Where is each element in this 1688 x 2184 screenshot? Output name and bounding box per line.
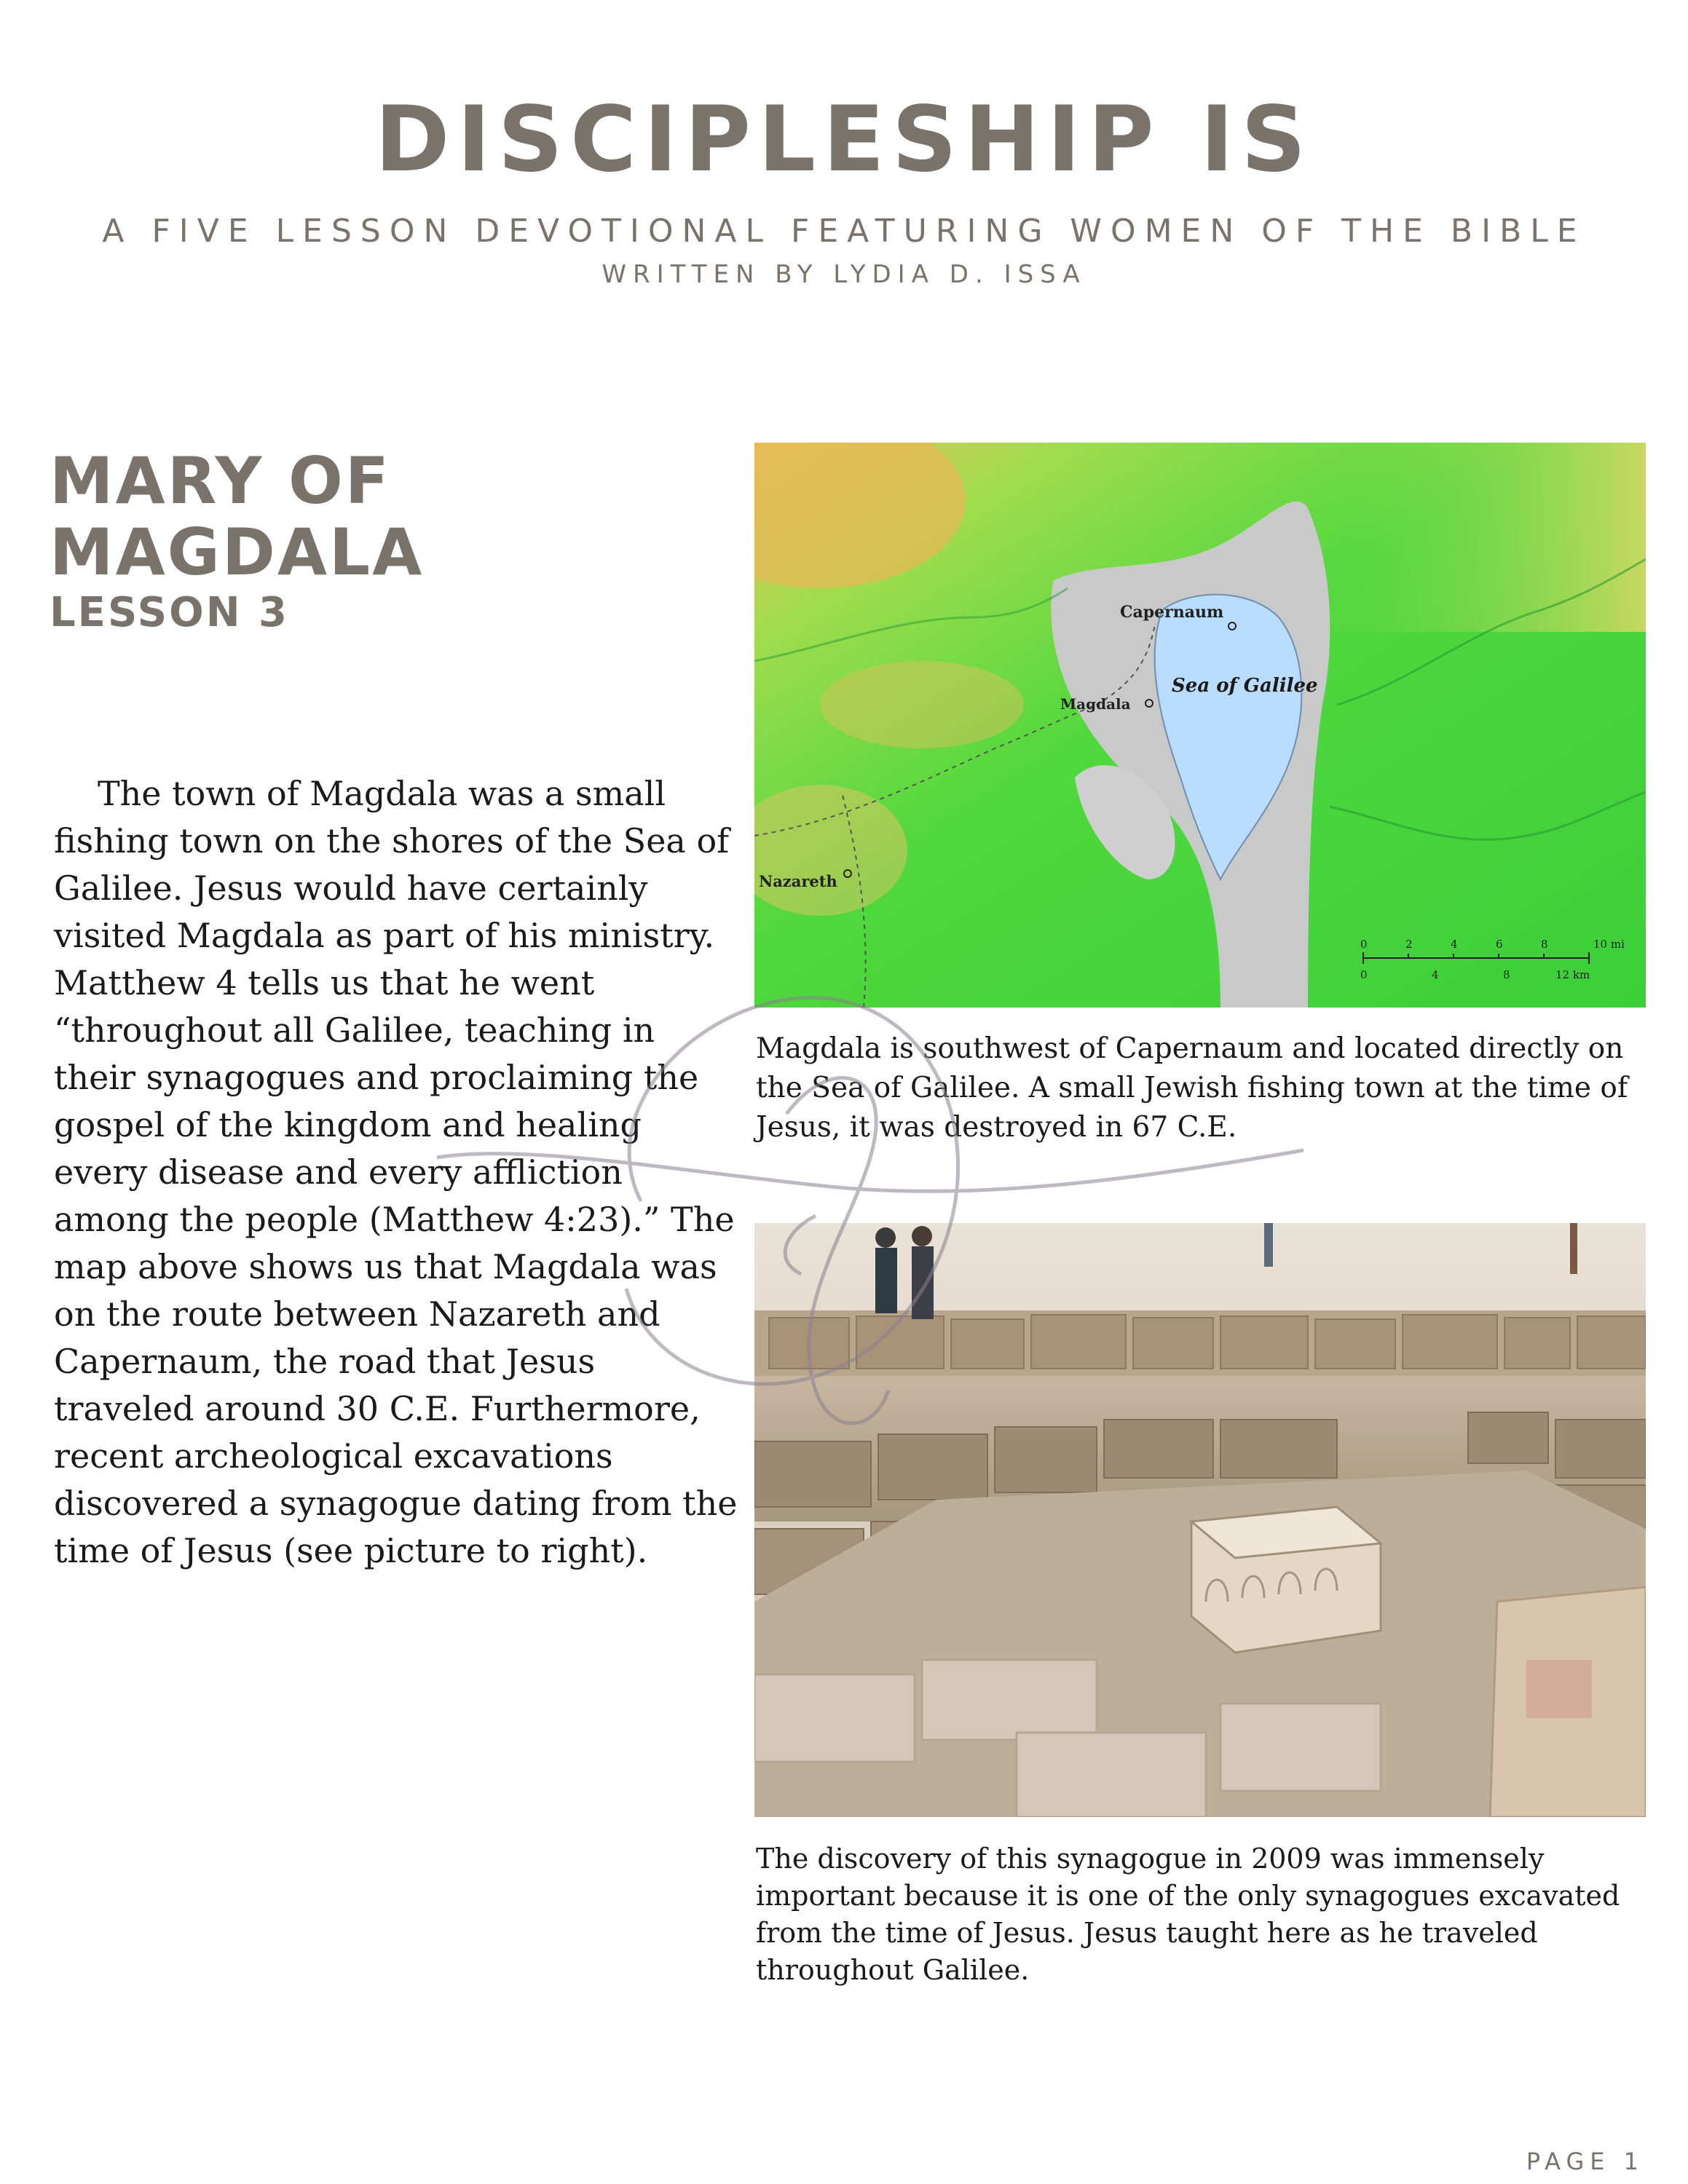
document-author: WRITTEN BY LYDIA D. ISSA bbox=[602, 260, 1086, 289]
synagogue-ruins-photo bbox=[754, 1223, 1646, 1817]
lesson-number: LESSON 3 bbox=[50, 589, 290, 636]
page-number: PAGE 1 bbox=[1526, 2148, 1644, 2175]
scale-mi-0: 0 bbox=[1360, 938, 1368, 951]
scale-km-0: 0 bbox=[1360, 968, 1368, 981]
lesson-title: MARY OF MAGDALA bbox=[50, 443, 425, 590]
photo-caption: The discovery of this synagogue in 2009 was immensely important because it is one of the only synagogues excavated from the time of Jesus. Jesus taught here as he traveled throughout Galilee. bbox=[756, 1843, 1620, 1986]
sea-of-galilee-map bbox=[754, 443, 1646, 1008]
scale-mi-2: 2 bbox=[1405, 938, 1413, 951]
magdala-stone bbox=[1191, 1507, 1381, 1653]
document-title: DISCIPLESHIP IS bbox=[374, 87, 1314, 192]
scale-km-4: 4 bbox=[1432, 968, 1439, 981]
lesson-body-paragraph: The town of Magdala was a small fishing town on the shores of the Sea of Galilee. Jesus would have certainly visited Magdala as part of his ministry. Matthew 4 tells us that he went “throughout all Galilee, teaching in their synagogues and proclaiming the gospel of the kingdom and healing every disease and every affliction among the people (Matthew 4:23).” The map above shows us that Magdala was on the route between Nazareth and Capernaum, the road that Jesus traveled around 30 C.E. Furthermore, recent archeological excavations discovered a synagogue dating from the time of Jesus (see picture to right). bbox=[54, 774, 738, 1570]
lesson-heading bbox=[50, 443, 705, 636]
map-label-sea: Sea of Galilee bbox=[1172, 675, 1318, 697]
scale-mi-10: 10 mi bbox=[1593, 938, 1625, 951]
scale-mi-8: 8 bbox=[1541, 938, 1548, 951]
document-subtitle: A FIVE LESSON DEVOTIONAL FEATURING WOMEN OF THE BIBLE bbox=[102, 213, 1586, 250]
map-label-capernaum: Capernaum bbox=[1120, 603, 1224, 622]
scale-mi-6: 6 bbox=[1496, 938, 1503, 951]
map-caption: Magdala is southwest of Capernaum and located directly on the Sea of Galilee. A small Jewish fishing town at the time of Jesus, it was destroyed in 67 C.E. bbox=[756, 1032, 1628, 1144]
map-label-nazareth: Nazareth bbox=[759, 872, 837, 890]
scale-mi-4: 4 bbox=[1451, 938, 1458, 951]
document-header bbox=[0, 87, 1688, 289]
scale-km-8: 8 bbox=[1503, 968, 1510, 981]
scale-km-12: 12 km bbox=[1555, 968, 1590, 981]
map-label-magdala: Magdala bbox=[1060, 695, 1131, 713]
